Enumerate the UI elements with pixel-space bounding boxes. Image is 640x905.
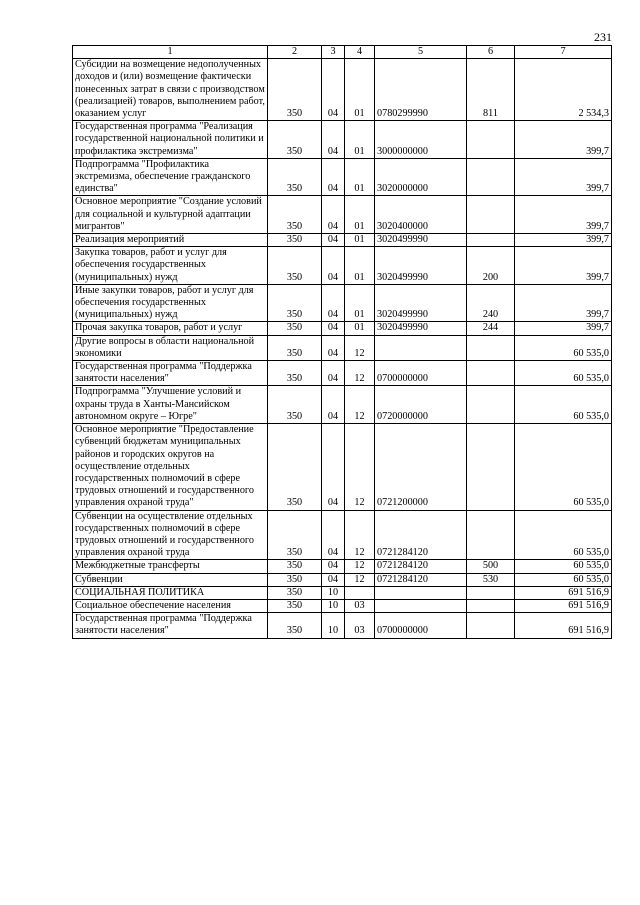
row-subsection: 01 <box>345 196 375 234</box>
row-target-article: 0720000000 <box>375 386 467 424</box>
row-amount: 60 535,0 <box>515 361 612 386</box>
row-subsection <box>345 586 375 599</box>
row-target-article: 0721284120 <box>375 560 467 573</box>
row-grbs: 350 <box>268 322 322 335</box>
table-row <box>73 121 612 159</box>
row-section: 10 <box>322 613 345 638</box>
row-amount: 399,7 <box>515 158 612 196</box>
row-name: Межбюджетные трансферты <box>73 560 268 573</box>
column-header: 3 <box>322 46 345 59</box>
row-name: Другие вопросы в области национальной экономики <box>73 335 268 360</box>
row-expense-type <box>467 196 515 234</box>
row-section: 04 <box>322 196 345 234</box>
row-subsection: 01 <box>345 247 375 285</box>
row-name: Социальное обеспечение населения <box>73 599 268 612</box>
row-expense-type <box>467 121 515 159</box>
table-header-row <box>73 46 612 59</box>
row-subsection: 03 <box>345 613 375 638</box>
row-amount: 399,7 <box>515 284 612 322</box>
row-target-article <box>375 335 467 360</box>
row-amount: 60 535,0 <box>515 510 612 560</box>
row-amount: 60 535,0 <box>515 424 612 510</box>
table-row <box>73 59 612 121</box>
row-target-article: 3020000000 <box>375 158 467 196</box>
row-name: Субвенции на осуществление отдельных государственных полномочий в сфере трудовых отношений и государственного управления охраной труда <box>73 510 268 560</box>
row-section: 04 <box>322 386 345 424</box>
row-name: СОЦИАЛЬНАЯ ПОЛИТИКА <box>73 586 268 599</box>
row-section: 04 <box>322 284 345 322</box>
budget-table <box>72 45 612 639</box>
table-row <box>73 247 612 285</box>
row-amount: 60 535,0 <box>515 386 612 424</box>
table-row <box>73 560 612 573</box>
row-expense-type: 240 <box>467 284 515 322</box>
row-amount: 60 535,0 <box>515 335 612 360</box>
row-grbs: 350 <box>268 586 322 599</box>
row-target-article <box>375 599 467 612</box>
row-subsection: 01 <box>345 121 375 159</box>
row-amount: 399,7 <box>515 247 612 285</box>
row-grbs: 350 <box>268 121 322 159</box>
row-amount: 691 516,9 <box>515 613 612 638</box>
row-name: Государственная программа "Поддержка занятости населения" <box>73 613 268 638</box>
row-target-article: 0700000000 <box>375 613 467 638</box>
row-subsection: 03 <box>345 599 375 612</box>
row-amount: 60 535,0 <box>515 573 612 586</box>
row-section: 04 <box>322 335 345 360</box>
table-row <box>73 599 612 612</box>
row-expense-type <box>467 613 515 638</box>
row-name: Закупка товаров, работ и услуг для обеспечения государственных (муниципальных) нужд <box>73 247 268 285</box>
row-grbs: 350 <box>268 247 322 285</box>
row-amount: 399,7 <box>515 234 612 247</box>
row-target-article: 0721284120 <box>375 573 467 586</box>
row-amount: 399,7 <box>515 322 612 335</box>
page-number: 231 <box>594 30 612 44</box>
table-row <box>73 510 612 560</box>
row-name: Государственная программа "Поддержка занятости населения" <box>73 361 268 386</box>
row-grbs: 350 <box>268 573 322 586</box>
row-section: 04 <box>322 510 345 560</box>
row-amount: 691 516,9 <box>515 586 612 599</box>
row-target-article: 3020499990 <box>375 284 467 322</box>
row-grbs: 350 <box>268 560 322 573</box>
row-expense-type <box>467 386 515 424</box>
row-name: Основное мероприятие "Предоставление субвенций бюджетам муниципальных районов и городских округов на осуществление отдельных государственных полномочий в сфере трудовых отношений и государственного управления охраной труда" <box>73 424 268 510</box>
row-subsection: 01 <box>345 284 375 322</box>
table-row <box>73 386 612 424</box>
column-header: 6 <box>467 46 515 59</box>
row-name: Субвенции <box>73 573 268 586</box>
row-target-article: 0721284120 <box>375 510 467 560</box>
row-target-article: 3020400000 <box>375 196 467 234</box>
row-subsection: 12 <box>345 424 375 510</box>
row-expense-type: 811 <box>467 59 515 121</box>
row-grbs: 350 <box>268 361 322 386</box>
row-target-article: 0780299990 <box>375 59 467 121</box>
row-grbs: 350 <box>268 510 322 560</box>
column-header: 7 <box>515 46 612 59</box>
row-name: Подпрограмма "Профилактика экстремизма, обеспечение гражданского единства" <box>73 158 268 196</box>
row-target-article: 0721200000 <box>375 424 467 510</box>
row-amount: 60 535,0 <box>515 560 612 573</box>
table-row <box>73 158 612 196</box>
row-grbs: 350 <box>268 196 322 234</box>
row-name: Прочая закупка товаров, работ и услуг <box>73 322 268 335</box>
row-grbs: 350 <box>268 386 322 424</box>
row-section: 04 <box>322 234 345 247</box>
row-expense-type <box>467 335 515 360</box>
row-grbs: 350 <box>268 613 322 638</box>
row-expense-type <box>467 158 515 196</box>
table-row <box>73 361 612 386</box>
row-amount: 399,7 <box>515 121 612 159</box>
table-row <box>73 284 612 322</box>
row-target-article: 3020499990 <box>375 247 467 285</box>
row-grbs: 350 <box>268 599 322 612</box>
row-amount: 2 534,3 <box>515 59 612 121</box>
row-grbs: 350 <box>268 335 322 360</box>
row-expense-type <box>467 361 515 386</box>
column-header: 5 <box>375 46 467 59</box>
row-name: Реализация мероприятий <box>73 234 268 247</box>
row-expense-type <box>467 599 515 612</box>
row-expense-type: 530 <box>467 573 515 586</box>
row-subsection: 01 <box>345 59 375 121</box>
table-row <box>73 234 612 247</box>
table-row <box>73 586 612 599</box>
table-row <box>73 424 612 510</box>
row-subsection: 12 <box>345 573 375 586</box>
row-subsection: 01 <box>345 234 375 247</box>
row-grbs: 350 <box>268 424 322 510</box>
table-row <box>73 573 612 586</box>
row-expense-type: 200 <box>467 247 515 285</box>
row-expense-type: 500 <box>467 560 515 573</box>
row-section: 04 <box>322 424 345 510</box>
row-expense-type <box>467 586 515 599</box>
column-header: 2 <box>268 46 322 59</box>
row-subsection: 01 <box>345 322 375 335</box>
row-expense-type <box>467 234 515 247</box>
row-target-article: 0700000000 <box>375 361 467 386</box>
row-subsection: 12 <box>345 510 375 560</box>
row-target-article: 3000000000 <box>375 121 467 159</box>
row-expense-type: 244 <box>467 322 515 335</box>
table-row <box>73 613 612 638</box>
table-row <box>73 322 612 335</box>
row-expense-type <box>467 510 515 560</box>
row-section: 04 <box>322 247 345 285</box>
row-section: 04 <box>322 361 345 386</box>
row-name: Субсидии на возмещение недополученных доходов и (или) возмещение фактически понесенных затрат в связи с производством (реализацией) товаров, выполнением работ, оказанием услуг <box>73 59 268 121</box>
row-target-article: 3020499990 <box>375 322 467 335</box>
row-subsection: 12 <box>345 386 375 424</box>
row-section: 04 <box>322 59 345 121</box>
row-subsection: 01 <box>345 158 375 196</box>
row-expense-type <box>467 424 515 510</box>
row-section: 04 <box>322 322 345 335</box>
row-section: 04 <box>322 121 345 159</box>
row-subsection: 12 <box>345 361 375 386</box>
table-row <box>73 196 612 234</box>
row-section: 10 <box>322 586 345 599</box>
row-grbs: 350 <box>268 234 322 247</box>
row-name: Иные закупки товаров, работ и услуг для обеспечения государственных (муниципальных) нужд <box>73 284 268 322</box>
row-name: Государственная программа "Реализация государственной национальной политики и профилактика экстремизма" <box>73 121 268 159</box>
table-row <box>73 335 612 360</box>
row-grbs: 350 <box>268 284 322 322</box>
row-amount: 691 516,9 <box>515 599 612 612</box>
row-subsection: 12 <box>345 560 375 573</box>
row-name: Основное мероприятие "Создание условий для социальной и культурной адаптации мигрантов" <box>73 196 268 234</box>
row-target-article: 3020499990 <box>375 234 467 247</box>
row-section: 04 <box>322 560 345 573</box>
row-target-article <box>375 586 467 599</box>
column-header: 1 <box>73 46 268 59</box>
row-grbs: 350 <box>268 59 322 121</box>
row-section: 04 <box>322 158 345 196</box>
column-header: 4 <box>345 46 375 59</box>
row-name: Подпрограмма "Улучшение условий и охраны труда в Ханты-Мансийском автономном округе – Югре" <box>73 386 268 424</box>
row-section: 04 <box>322 573 345 586</box>
row-subsection: 12 <box>345 335 375 360</box>
row-amount: 399,7 <box>515 196 612 234</box>
row-grbs: 350 <box>268 158 322 196</box>
row-section: 10 <box>322 599 345 612</box>
